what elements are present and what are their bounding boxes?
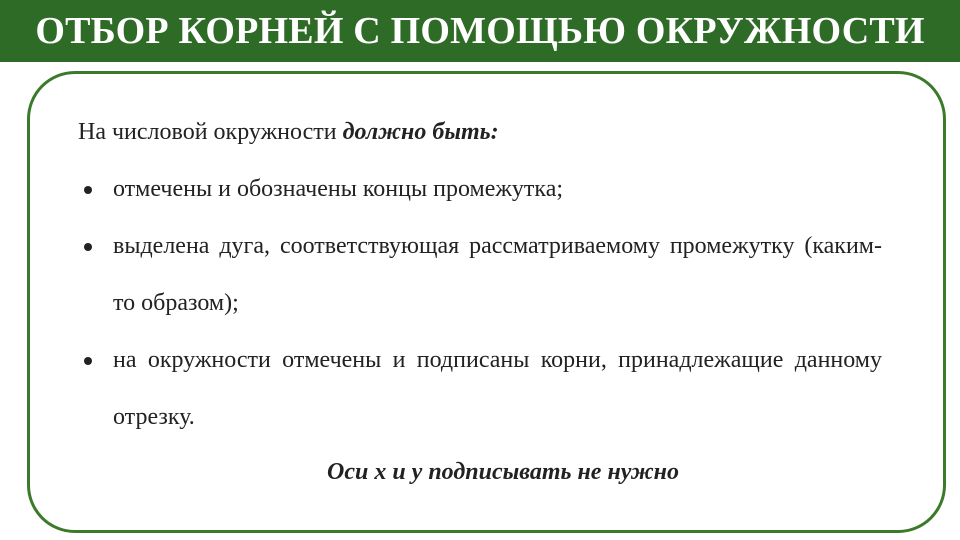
list-item (78, 161, 882, 218)
intro-line (78, 104, 882, 161)
slide-title: ОТБОР КОРНЕЙ С ПОМОЩЬЮ ОКРУЖНОСТИ (35, 10, 925, 52)
intro-text: На числовой окружности (78, 119, 343, 145)
content-area (78, 104, 882, 446)
list-item-text: отмечены и обозначены концы промежутка; (113, 176, 564, 202)
list-item (78, 218, 882, 332)
bullet-icon (84, 357, 92, 365)
intro-emphasis: должно быть: (342, 119, 499, 145)
bullet-icon (84, 243, 92, 251)
note-text: Оси х и у подписывать не нужно (327, 459, 679, 485)
title-bar (0, 0, 960, 62)
list-item-text: выделена дуга, соответствующая рассматриваемому промежутку (каким-то образом); (113, 233, 882, 316)
bullet-icon (84, 186, 92, 194)
list-item (78, 332, 882, 446)
requirements-list (78, 161, 882, 446)
list-item-text: на окружности отмечены и подписаны корни, принадлежащие данному отрезку. (113, 347, 882, 430)
